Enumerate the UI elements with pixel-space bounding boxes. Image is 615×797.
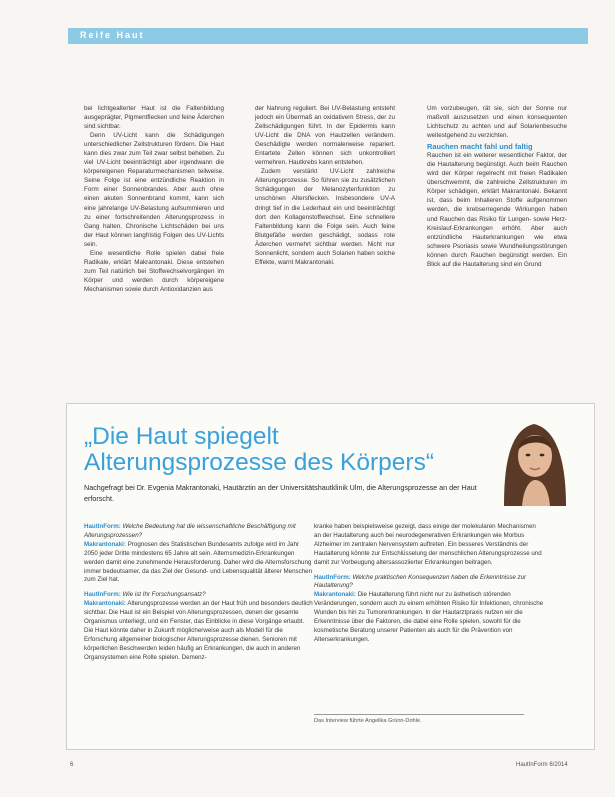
paragraph: Eine wesentliche Rolle spielen dabei freie Radikale, erklärt Makrantonaki. Diese entstehen zum Teil natürlich bei Stoffwechselvorgängen im Körper und werden durch körpereigene Mechanismen sowie durch Antioxidanzien aus [84,249,224,293]
interview-title-line-1: „Die Haut spiegelt [84,423,279,450]
question-label: HautInForm: [314,573,351,581]
qa-block [314,574,544,645]
paragraph: Denn UV-Licht kann die Schädigungen unterschiedlicher Zellstrukturen fördern. Die Haut kann dies zwar zum Teil zwar selbst beheben. Zu viel UV-Licht beeinträchtigt aber irgendwann die körpereigenen Reparaturmechanismen teilweise. Seine Folge ist eine entzündliche Reaktion in Form einer Sonnenbrandes. Aber auch ohne einen akuten Sonnenbrand kommt, kann sich eine jahrelange UV-Belastung aufsummieren und zu einer fortschreitenden Alterungsprozess in Gang halten. Chronische Lichtschäden bei uns der Haut können langfristig Folgen des UV-Lichts sein. [84,132,224,248]
question-text: Welche praktischen Konsequenzen haben die Erkenntnisse zur Hautalterung? [314,573,527,590]
interview-intro: Nachgefragt bei Dr. Evgenia Makrantonaki, Hautärztin an der Universitätshautklinik Ulm, die Alterungsprozesse an der Haut erforscht. [84,483,477,503]
answer-text: Prognosen des Statistischen Bundesamts zufolge wird im Jahr 2050 jeder Dritte mindestens 65 Jahre alt sein. Alternsmedizin-Erkrankungen werden damit eine zunehmende Herausforderung. Daher wird die Alternsforschung immer bedeutsamer, da das Ziel der Gesund- und Lebensqualität älterer Menschen zum Ziel hat. [84,540,313,584]
question-label: HautInForm: [84,591,121,599]
section-label: Reife Haut [80,30,145,40]
question-label: HautInForm: [84,523,121,530]
interview-column-right [314,523,544,651]
qa-block [84,523,314,585]
question-text: Wie ist Ihr Forschungsansatz? [122,591,206,599]
article-column-3 [427,104,567,269]
qa-block [84,591,314,662]
answer-text: Die Hautalterung führt nicht nur zu ästhetisch störenden Veränderungen, sondern auch zu einem erhöhten Risiko für Infektionen, chronische Wunden bis hin zu Tumorerkrankungen. In der Hautarztpraxis nutzen wir die Erkenntnisse über die Faktoren, die dabei eine Rolle spielen, sowohl für die kosmetische Beratung unserer Patienten als auch für die Prävention von Alterserkrankungen. [314,591,544,643]
paragraph: Rauchen ist ein weiterer wesentlicher Faktor, der die Hautalterung begünstigt. Auch beim Rauchen wird der Körper regelrecht mit freien Radikalen überschwemmt, die zahlreiche Zellstrukturen im Körper schädigen, erklärt Makrantonaki. Bekannt ist, dass beim Inhalieren Stoffe aufgenommen werden, die krebserregende Wirkungen haben und Rauchen das Risiko für Lungen- sowie Herz-Kreislauf-Erkrankungen erhöht. Aber auch entzündliche Hauterkrankungen wie etwa schwere Psoriasis sowie Wundheilungsstörungen können durch Rauchen begünstigt werden. Ein Blick auf die Hautalterung sind ein Grund [427,152,567,268]
paragraph: Zudem verstärkt UV-Licht zahlreiche Alterungsprozesse. So führen sie zu zusätzlichen Schädigungen der Melanozytenfunktion zu unschönen Altersflecken. Insbesondere UV-A dringt tief in die Lederhaut ein und beeinträchtigt dort den Kollagenstoffwechsel. Eine schnellere Faltenbildung kann die Folge sein. Auch feine Blutgefäße werden geschädigt, sodass rote Äderchen vermehrt sichtbar werden. Nicht nur Sonnenlicht, sondern auch Solarien haben solche Effekte, warnt Makrantonaki. [255,168,395,266]
question-text: Welche Bedeutung hat die wissenschaftliche Beschäftigung mit Alterungsprozessen? [84,523,296,539]
answer-label: Makrantonaki: [84,540,126,548]
portrait-photo [486,410,582,506]
answer-label: Makrantonaki: [314,591,356,599]
paragraph: der Nahrung reguliert. Bei UV-Belastung entsteht jedoch ein Übermaß an oxidativem Stress, der zu Zellschädigungen führt. In der Epidermis kann UV-Licht die DNA von Hautzellen verändern. Geschädigte werden normalerweise repariert. Entartete Zellen können sich unkontrolliert vermehren. Hautkrebs kann entstehen. [255,105,395,167]
interview-caption: Das Interview führte Angelika Grünn-Dohle. [314,718,422,724]
answer-text: kranke haben beispielsweise gezeigt, dass einige der molekularen Mechanismen an der Hautalterung auch bei neurodegenerativen Erkrankungen wie Morbus Alzheimer im zentralen Nervensystem auftreten. Ein besseres Verständnis der Hautalterung könnte zur Entschlüsselung der menschlichen Alterungsprozesse und damit zur Vorbeugung altersassoziierter Erkrankungen beitragen. [314,523,542,566]
interview-title [84,424,464,476]
magazine-footer: HautInForm 6/2014 [516,762,568,768]
answer-text: Alterungsprozesse werden an der Haut früh und besonders deutlich sichtbar. Die Haut ist ein Beispiel von Alterungsprozessen, denen der gesamte Organismus unterliegt, und ein Fenster, das Einblicke in diese Vorgänge erlaubt. Die Haut könnte daher in Zukunft möglicherweise auch als Modell für die Erforschung allgemeiner biologischer Alterungsprozesse dienen. Senioren mit körperlichen Beschwerden leiden häufig an Erkrankungen, die auch in anderen Organsystemen eine Rolle spielen. Demenz- [84,600,313,661]
answer-label: Makrantonaki: [84,600,126,608]
interview-column-left [84,523,314,669]
caption-divider [314,714,524,715]
qa-block [314,523,544,568]
article-column-2 [255,104,395,267]
page-number: 6 [70,762,74,768]
section-header-bar [68,28,588,44]
subheading: Rauchen macht fahl und faltig [427,142,533,152]
interview-title-line-2: Alterungsprozesse des Körpers“ [84,449,434,476]
article-column-1 [84,104,224,294]
paragraph: Um vorzubeugen, rät sie, sich der Sonne nur maßvoll auszusetzen und einen konsequenten Lichtschutz zu achten und auf Solarienbesuche weitestgehend zu verzichten. [427,105,567,140]
paragraph: bei lichtgealterter Haut ist die Faltenbildung ausgeprägter, Pigmentflecken und feine Äderchen sind sichtbar. [84,105,224,131]
